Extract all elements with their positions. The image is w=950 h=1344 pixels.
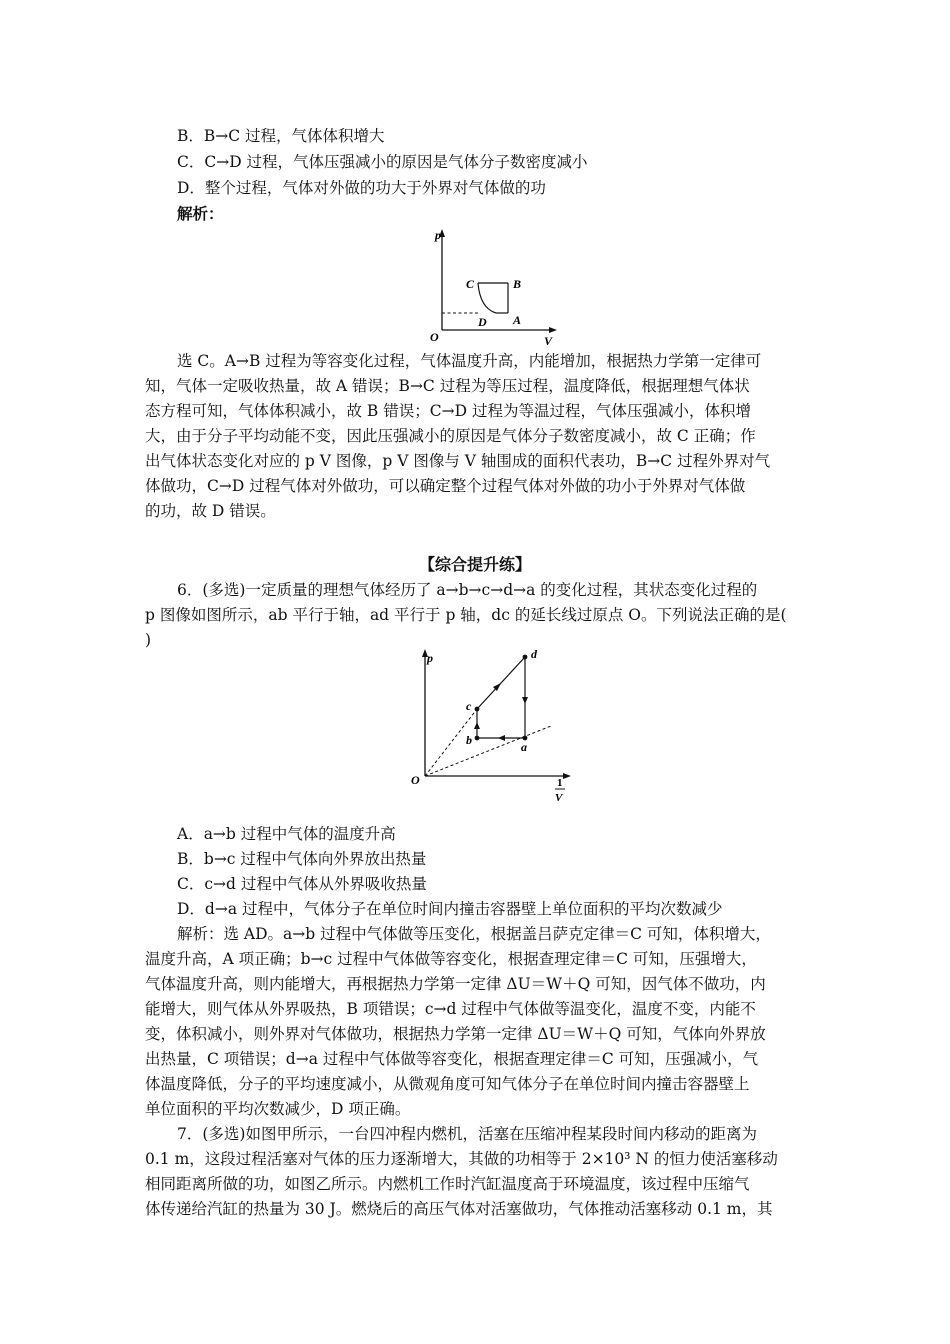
v-axis-arrow [549,327,557,333]
bc-direction-arrow [474,722,480,729]
option-c: C．c→d 过程中气体从外界吸收热量 [177,875,427,893]
ab-direction-arrow [498,735,505,741]
q6-stem-line: 6．(多选)一定质量的理想气体经历了 a→b→c→d→a 的变化过程，其状态变化过程的 [177,581,758,599]
solution-line: 的功，故 D 错误。 [145,502,276,520]
p-axis-label: p [435,228,441,242]
solution-line: 能增大，则气体从外界吸热，B 项错误；c→d 过程中气体做等温变化，温度不变，内能不 [145,1000,756,1018]
solution-line: 态方程可知，气体体积减小，故 B 错误；C→D 过程为等温过程，气体压强减小，体积增 [145,402,751,420]
solution-line: 出气体状态变化对应的 p V 图像，p V 图像与 V 轴围成的面积代表功，B→C 过程外界对气 [145,452,771,470]
analysis-label: 解析： [177,204,224,223]
solution-line: 解析：选 AD。a→b 过程中气体做等压变化，根据盖吕萨克定律＝C 可知，体积增大， [177,925,771,943]
q6-stem-line: ) [145,631,152,649]
option-b: B．B→C 过程，气体体积增大 [177,127,385,145]
q7-stem-line: 0.1 m，这段过程活塞对气体的压力逐渐增大，其做的功相等于 2×10³ N 的恒力使活塞移动 [145,1150,778,1168]
option-d: D．d→a 过程中，气体分子在单位时间内撞击容器壁上单位面积的平均次数减少 [177,900,723,918]
option-c: C．C→D 过程，气体压强减小的原因是气体分子数密度减小 [177,153,588,171]
point-c [475,707,480,712]
origin-label: O [430,330,439,344]
option-d: D．整个过程，气体对外做的功大于外界对气体做的功 [177,179,546,197]
fraction-numerator: 1 [557,777,563,789]
p-inverse-v-figure [405,646,580,804]
q7-stem-line: 体传递给汽缸的热量为 30 J。燃烧后的高压气体对活塞做功，气体推动活塞移动 0.1 m，其 [145,1200,773,1218]
option-b: B．b→c 过程中气体向外界放出热量 [177,850,427,868]
option-a: A．a→b 过程中气体的温度升高 [177,825,396,843]
section-title: 【综合提升练】 [418,555,531,574]
da-direction-arrow [522,697,528,704]
q6-stem-line: p 图像如图所示，ab 平行于轴，ad 平行于 p 轴，dc 的延长线过原点 O。下列说法正确的是( [145,606,787,624]
point-d-label: d [531,647,537,661]
point-b-label: B [513,277,522,291]
solution-line: 体温度降低，分子的平均速度减小，从微观角度可知气体分子在单位时间内撞击容器壁上 [145,1075,750,1093]
origin-to-a-dashed [425,726,551,776]
axis-arrow [563,773,571,779]
point-a-label: a [521,740,527,754]
solution-line: 体做功，C→D 过程气体对外做功，可以确定整个过程气体对外做的功小于外界对气体做 [145,477,746,495]
solution-line: 出热量，C 项错误；d→a 过程中气体做等容变化，根据查理定律＝C 可知，压强减小，气 [145,1050,759,1068]
solution-line: 大，由于分子平均动能不变，因此压强减小的原因是气体分子数密度减小，故 C 正确；作 [145,427,756,445]
solution-line: 气体温度升高，则内能增大，再根据热力学第一定律 ΔU＝W＋Q 可知，因气体不做功，内 [145,975,766,993]
v-axis-label: V [544,334,553,348]
solution-line: 变，体积减小，则外界对气体做功，根据热力学第一定律 ΔU＝W＋Q 可知，气体向外界放 [145,1025,766,1043]
solution-line: 单位面积的平均次数减少，D 项正确。 [145,1100,411,1118]
process-cd-curve [478,283,496,313]
solution-line: 选 C。A→B 过程为等容变化过程，气体温度升高，内能增加，根据热力学第一定律可 [177,352,762,370]
point-c-label: c [466,699,472,713]
fraction-denominator: V [555,792,563,804]
solution-line: 温度升高，A 项正确；b→c 过程中气体做等容变化，根据查理定律＝C 可知，压强增大， [145,950,757,968]
p-axis-label: p [427,651,433,665]
pv-diagram-figure [420,224,570,348]
solution-line: 知，气体一定吸收热量，故 A 错误；B→C 过程为等压过程，温度降低，根据理想气体状 [145,377,750,395]
point-d [523,655,528,660]
q7-stem-line: 7．(多选)如图甲所示，一台四冲程内燃机，活塞在压缩冲程某段时间内移动的距离为 [177,1125,757,1143]
point-b [475,736,480,741]
point-b-label: b [466,733,472,747]
point-c-label: C [466,277,475,291]
point-d-label: D [478,315,487,329]
q7-stem-line: 相同距离所做的功，如图乙所示。内燃机工作时汽缸温度高于环境温度，该过程中压缩气 [145,1175,750,1193]
point-a-label: A [513,313,522,327]
origin-label: O [411,773,420,787]
